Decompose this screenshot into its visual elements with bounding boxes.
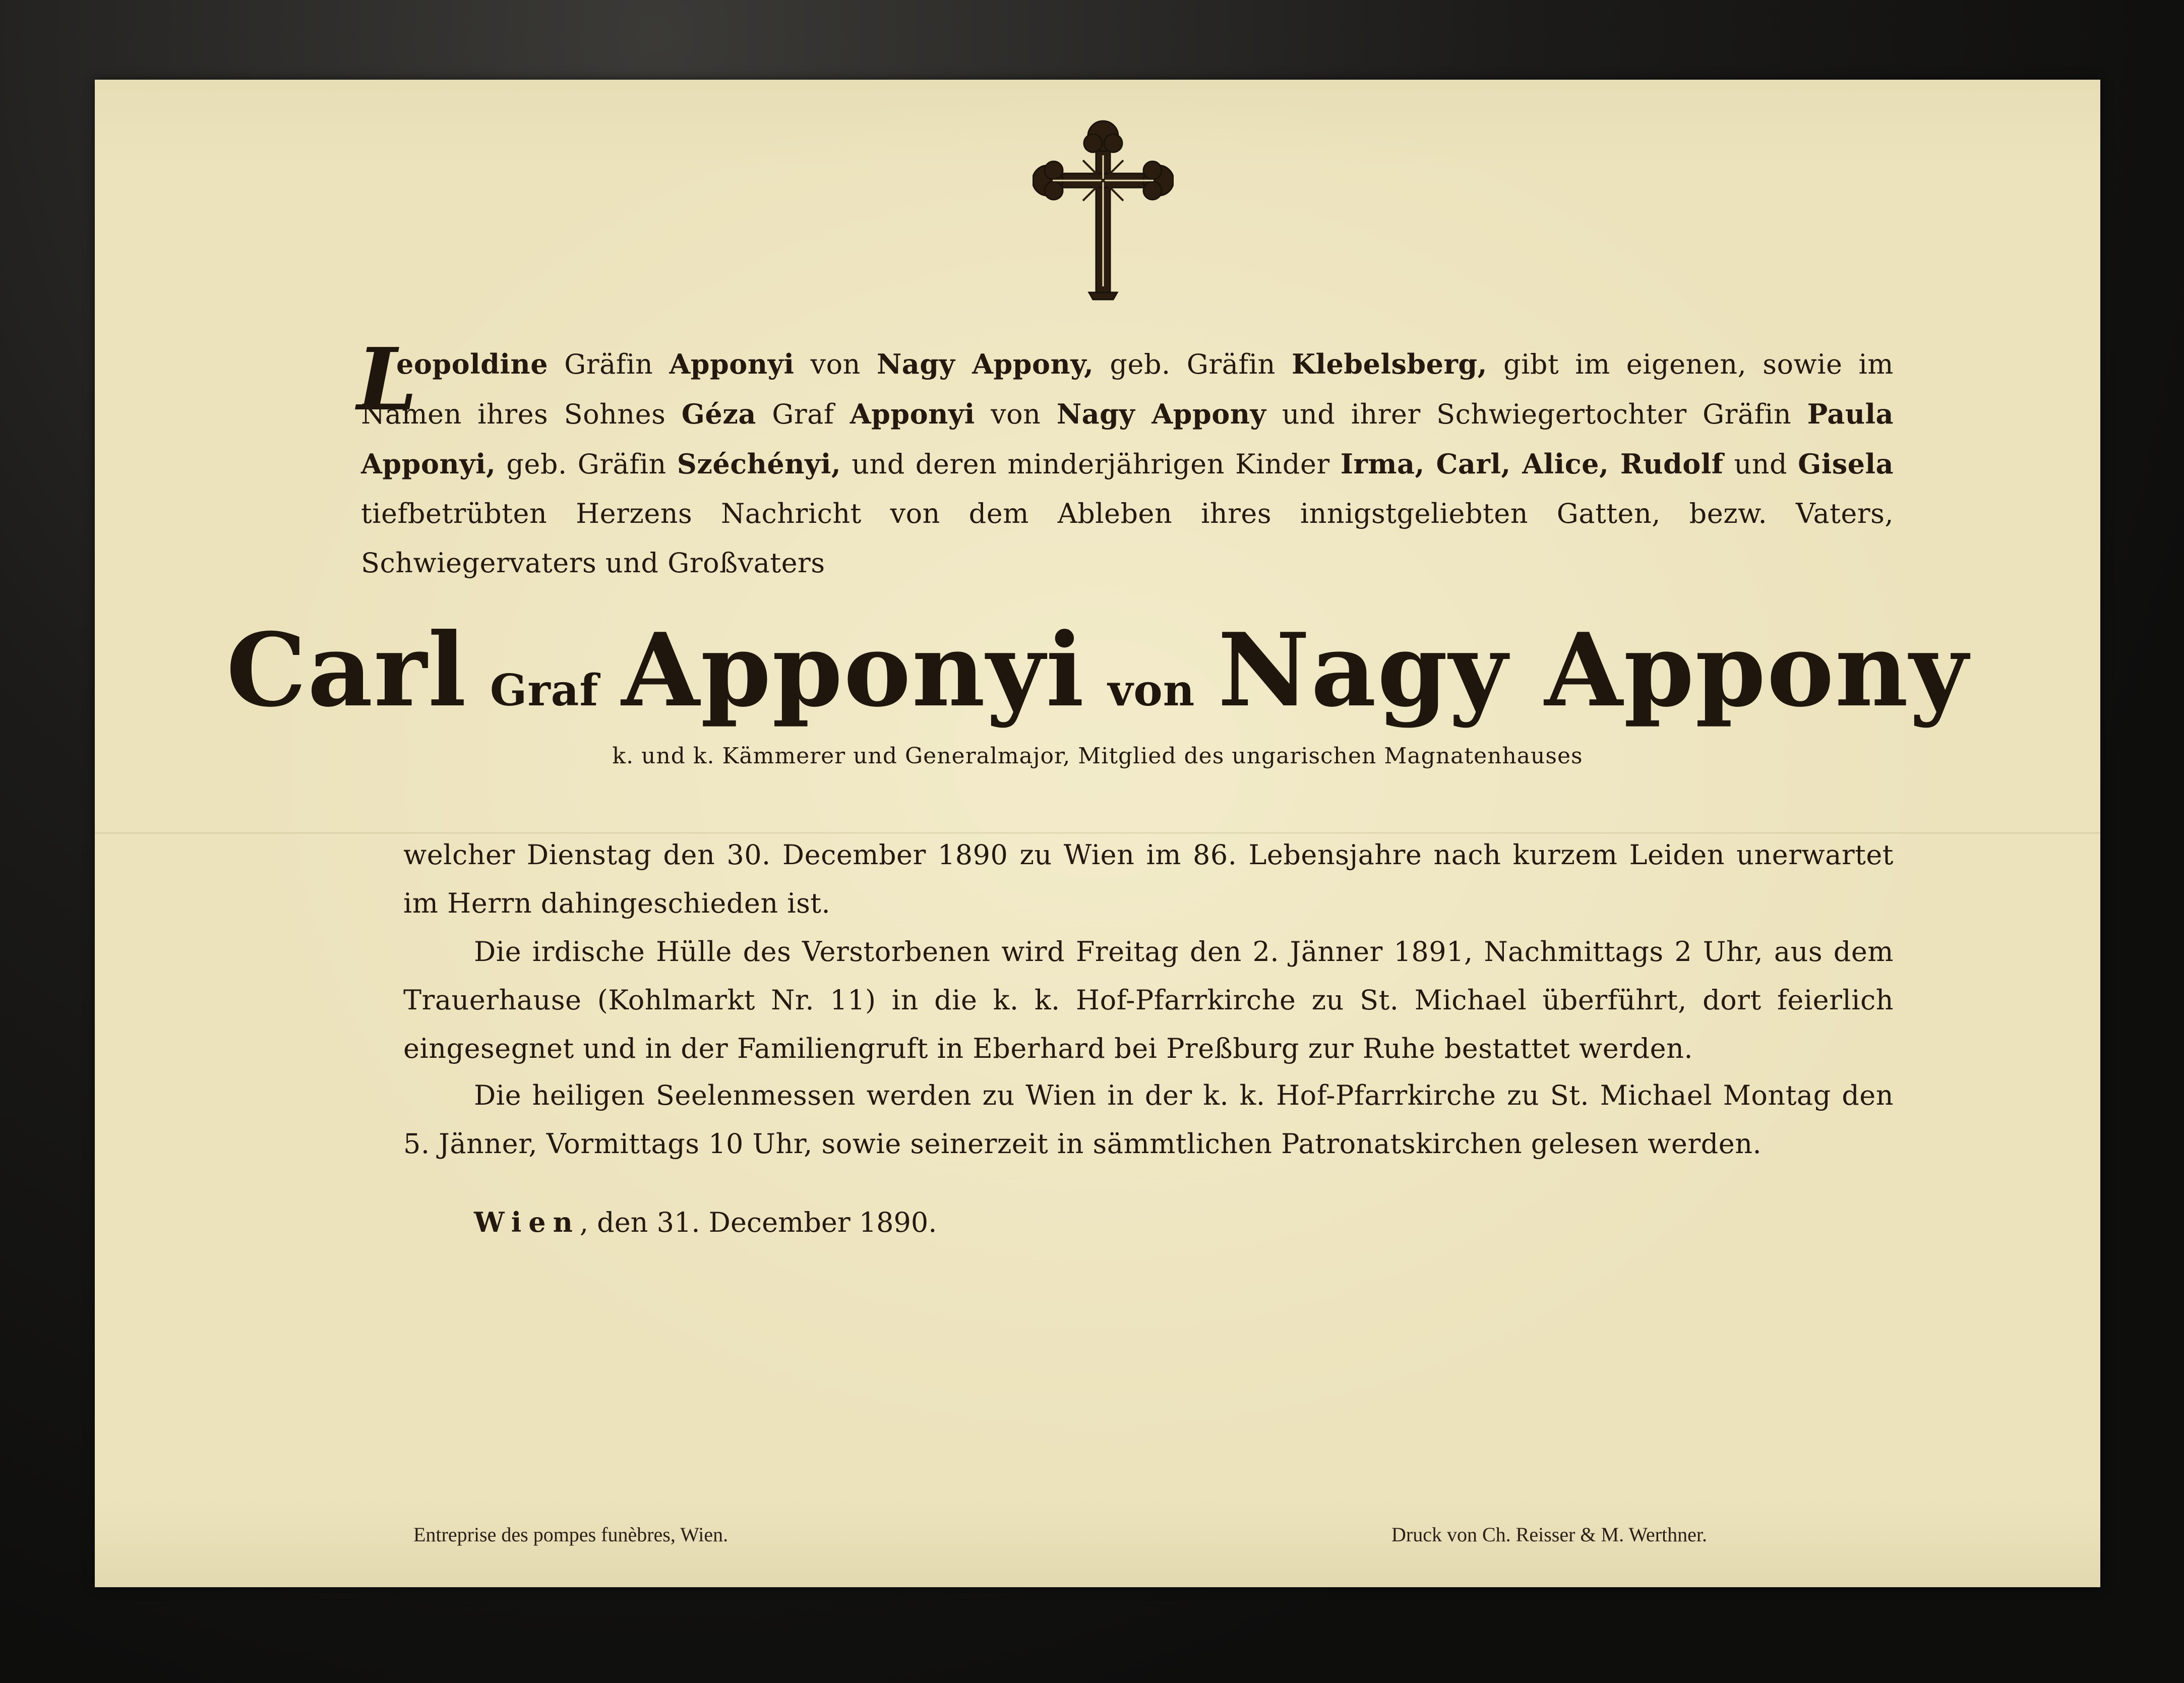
intro-text: Gräfin bbox=[548, 348, 670, 380]
deceased-titles: k. und k. Kämmerer und Generalmajor, Mitglied des ungarischen Magnatenhauses bbox=[612, 743, 1583, 769]
intro-text: Graf bbox=[756, 398, 850, 430]
dateline bbox=[474, 1198, 937, 1247]
intro-name: Irma, Carl, Alice, Rudolf bbox=[1340, 448, 1724, 480]
deceased-name bbox=[95, 611, 2100, 758]
deceased-family-name: Apponyi bbox=[621, 611, 1085, 730]
masses-paragraph: Die heiligen Seelenmessen werden zu Wien in der k. k. Hof-Pfarrkirche zu St. Michael Montag den 5. Jänner, Vormittags 10 Uhr, sowie seinerzeit in sämmtlichen Patronatskirchen gelesen werden. bbox=[403, 1079, 1894, 1160]
intro-text: gibt im eigenen, sowie im Namen ihres Sohnes bbox=[361, 348, 1894, 430]
deceased-von: von bbox=[1108, 665, 1195, 716]
funeral-paragraph: Die irdische Hülle des Verstorbenen wird Freitag den 2. Jänner 1891, Nachmittags 2 Uhr, aus dem Trauerhause (Kohlmarkt Nr. 11) in die k. k. Hof-Pfarrkirche zu St. Michael überführt, dort feierlich eingesegnet und in der Familiengruft in Eberhard bei Preßburg zur Ruhe bestattet werden. bbox=[403, 936, 1894, 1064]
intro-text: und deren minderjährigen Kinder bbox=[841, 448, 1341, 480]
death-paragraph: welcher Dienstag den 30. December 1890 zu Wien im 86. Lebensjahre nach kurzem Leiden unerwartet im Herrn dahingeschieden ist. bbox=[403, 839, 1894, 919]
footer-printer: Druck von Ch. Reisser & M. Werthner. bbox=[1391, 1523, 1707, 1546]
intro-text: von bbox=[794, 348, 877, 380]
intro-text: und ihrer Schwiegertochter Gräfin bbox=[1266, 398, 1807, 430]
intro-name: Nagy Appony bbox=[1056, 398, 1266, 430]
intro-name: Széchényi, bbox=[677, 448, 841, 480]
footer-undertaker: Entreprise des pompes funèbres, Wien. bbox=[413, 1523, 729, 1546]
deceased-seat: Nagy Appony bbox=[1218, 611, 1969, 730]
dateline-place: Wien bbox=[474, 1206, 580, 1238]
intro-name: Klebelsberg, bbox=[1292, 348, 1487, 380]
intro-name: Géza bbox=[681, 398, 756, 430]
intro-name: Apponyi bbox=[669, 348, 795, 380]
death-notice-sheet bbox=[95, 80, 2100, 1587]
intro-text: tiefbetrübten Herzens Nachricht von dem Ableben ihres innigstgeliebten Gatten, bezw. Vaters, Schwiegervaters und Großvaters bbox=[361, 498, 1894, 579]
intro-text: geb. Gräfin bbox=[496, 448, 677, 480]
intro-paragraph bbox=[361, 339, 1894, 588]
intro-name: Nagy Appony, bbox=[876, 348, 1094, 380]
intro-text: geb. Gräfin bbox=[1094, 348, 1292, 380]
intro-name: Apponyi bbox=[850, 398, 975, 430]
intro-name: Paula Apponyi, bbox=[361, 398, 1894, 480]
dateline-date: , den 31. December 1890. bbox=[579, 1207, 937, 1238]
intro-text: und bbox=[1723, 448, 1798, 480]
intro-dropcap: L bbox=[357, 329, 417, 430]
cross-icon bbox=[1033, 115, 1174, 302]
intro-text: von bbox=[975, 398, 1057, 430]
deceased-first-name: Carl bbox=[226, 611, 467, 730]
deceased-title-graf: Graf bbox=[490, 665, 599, 716]
intro-name: Gisela bbox=[1798, 448, 1894, 480]
intro-name: eopoldine bbox=[396, 348, 549, 380]
